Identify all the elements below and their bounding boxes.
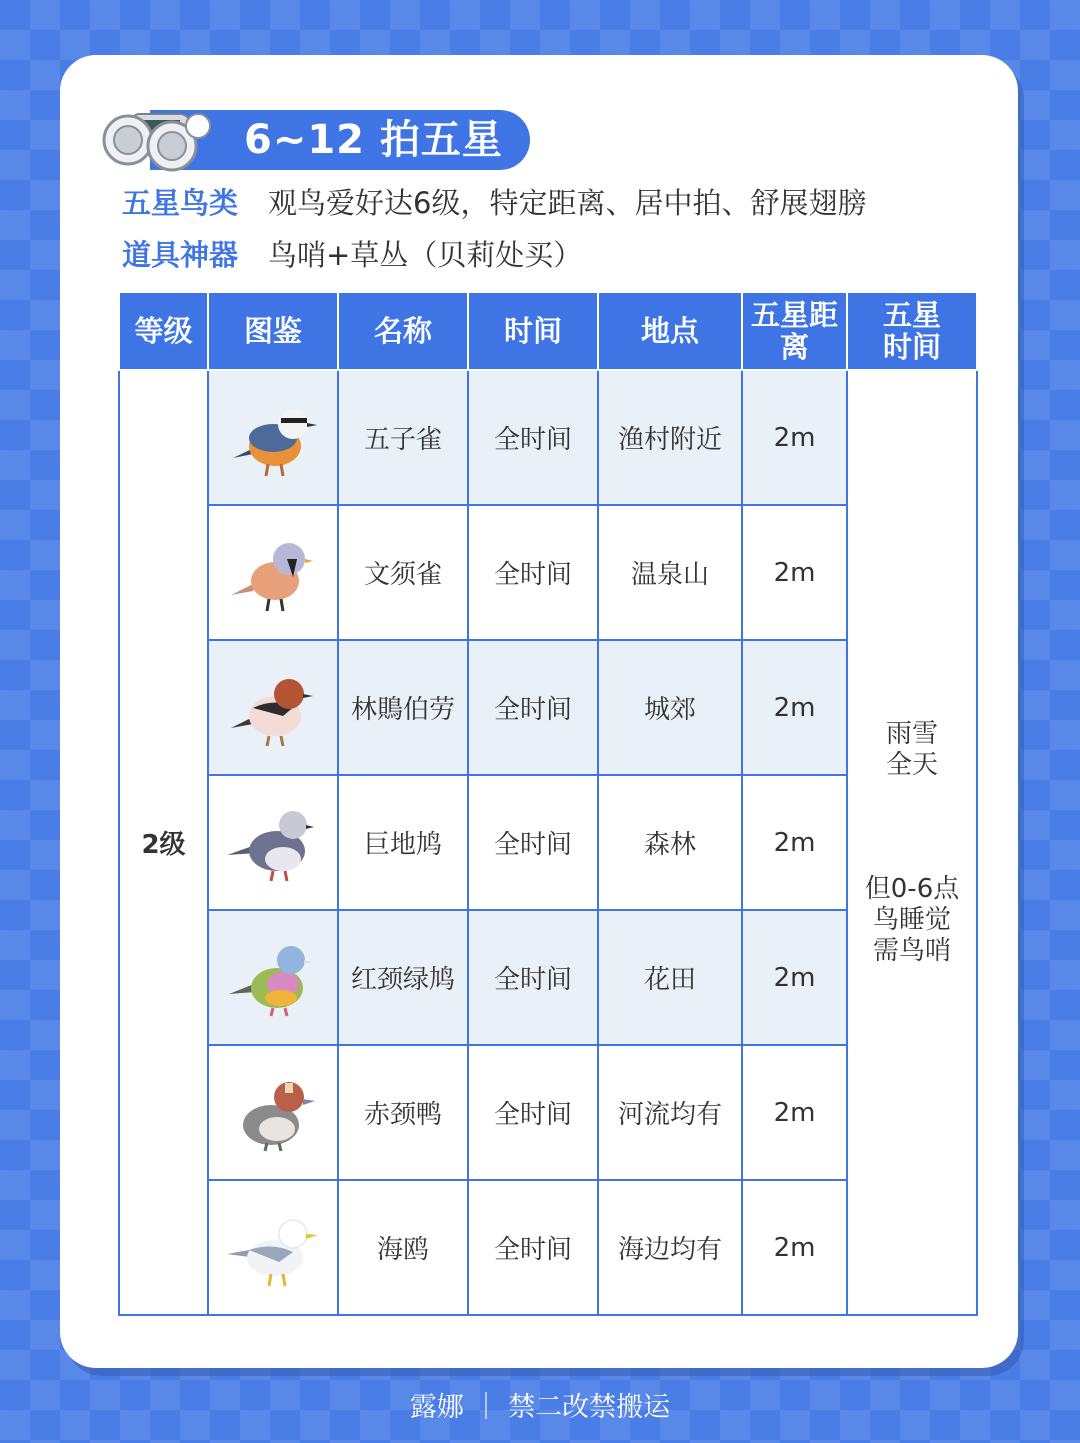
column-header-name: 名称 bbox=[338, 292, 468, 370]
table-row bbox=[119, 370, 977, 505]
footer-credit: 露娜 ｜ 禁二改禁搬运 bbox=[409, 1392, 671, 1423]
bird-name: 文须雀 bbox=[338, 505, 468, 640]
bird-time: 全时间 bbox=[468, 640, 598, 775]
bird-image-cell bbox=[208, 1045, 338, 1180]
column-header-place: 地点 bbox=[598, 292, 742, 370]
bird-name: 赤颈鸭 bbox=[338, 1045, 468, 1180]
column-header-distance bbox=[742, 292, 847, 370]
column-header-five-star-time bbox=[847, 292, 977, 370]
note-line: 全天 bbox=[885, 749, 938, 780]
column-header-time-line: 时间 bbox=[882, 330, 941, 364]
note-spacer bbox=[848, 781, 976, 874]
bird-place: 渔村附近 bbox=[598, 370, 742, 505]
bird-image-cell bbox=[208, 1180, 338, 1315]
note-line: 但0-6点 bbox=[864, 873, 960, 904]
note-line: 雨雪 bbox=[885, 718, 938, 749]
bird-time: 全时间 bbox=[468, 910, 598, 1045]
bird-distance: 2m bbox=[742, 640, 847, 775]
column-header-time-line: 五星 bbox=[882, 298, 941, 332]
nuthatch-bird-icon bbox=[223, 388, 323, 488]
column-header-image: 图鉴 bbox=[208, 292, 338, 370]
bird-image-cell bbox=[208, 505, 338, 640]
bird-image-cell bbox=[208, 775, 338, 910]
bird-distance: 2m bbox=[742, 370, 847, 505]
bird-name: 巨地鸠 bbox=[338, 775, 468, 910]
bird-distance: 2m bbox=[742, 910, 847, 1045]
info-row-tools bbox=[122, 235, 582, 275]
wigeon-duck-bird-icon bbox=[223, 1063, 323, 1163]
column-header-time: 时间 bbox=[468, 292, 598, 370]
info-label: 五星鸟类 bbox=[122, 186, 239, 220]
woodchat-shrike-bird-icon bbox=[223, 658, 323, 758]
note-line: 需鸟哨 bbox=[872, 935, 951, 966]
bird-place: 城郊 bbox=[598, 640, 742, 775]
bearded-reedling-bird-icon bbox=[223, 523, 323, 623]
binoculars-icon bbox=[100, 104, 218, 174]
five-star-time-note bbox=[847, 370, 977, 1315]
bird-distance: 2m bbox=[742, 505, 847, 640]
bird-table bbox=[118, 291, 978, 1316]
bird-place: 河流均有 bbox=[598, 1045, 742, 1180]
bird-distance: 2m bbox=[742, 1180, 847, 1315]
ground-dove-bird-icon bbox=[223, 793, 323, 893]
column-header-distance-line: 离 bbox=[779, 330, 809, 364]
page-title: 6~12 拍五星 bbox=[244, 117, 503, 163]
bird-place: 海边均有 bbox=[598, 1180, 742, 1315]
level-cell: 2级 bbox=[119, 370, 208, 1315]
table-header-row bbox=[119, 292, 977, 370]
bird-place: 花田 bbox=[598, 910, 742, 1045]
green-pigeon-bird-icon bbox=[223, 928, 323, 1028]
bird-image-cell bbox=[208, 910, 338, 1045]
bird-image-cell bbox=[208, 640, 338, 775]
info-value: 鸟哨+草丛（贝莉处买） bbox=[268, 238, 583, 272]
bird-time: 全时间 bbox=[468, 775, 598, 910]
bird-time: 全时间 bbox=[468, 1045, 598, 1180]
info-value: 观鸟爱好达6级，特定距离、居中拍、舒展翅膀 bbox=[268, 186, 867, 220]
column-header-level: 等级 bbox=[119, 292, 208, 370]
bird-name: 红颈绿鸠 bbox=[338, 910, 468, 1045]
bird-time: 全时间 bbox=[468, 370, 598, 505]
bird-place: 森林 bbox=[598, 775, 742, 910]
info-row-five-star-birds bbox=[122, 183, 866, 223]
bird-distance: 2m bbox=[742, 1045, 847, 1180]
bird-image-cell bbox=[208, 370, 338, 505]
seagull-bird-icon bbox=[223, 1198, 323, 1298]
info-label: 道具神器 bbox=[122, 238, 239, 272]
column-header-distance-line: 五星距 bbox=[750, 298, 838, 332]
bird-name: 五子雀 bbox=[338, 370, 468, 505]
bird-time: 全时间 bbox=[468, 1180, 598, 1315]
bird-name: 海鸥 bbox=[338, 1180, 468, 1315]
bird-time: 全时间 bbox=[468, 505, 598, 640]
bird-distance: 2m bbox=[742, 775, 847, 910]
note-line: 鸟睡觉 bbox=[872, 904, 951, 935]
bird-name: 林鵙伯劳 bbox=[338, 640, 468, 775]
bird-place: 温泉山 bbox=[598, 505, 742, 640]
